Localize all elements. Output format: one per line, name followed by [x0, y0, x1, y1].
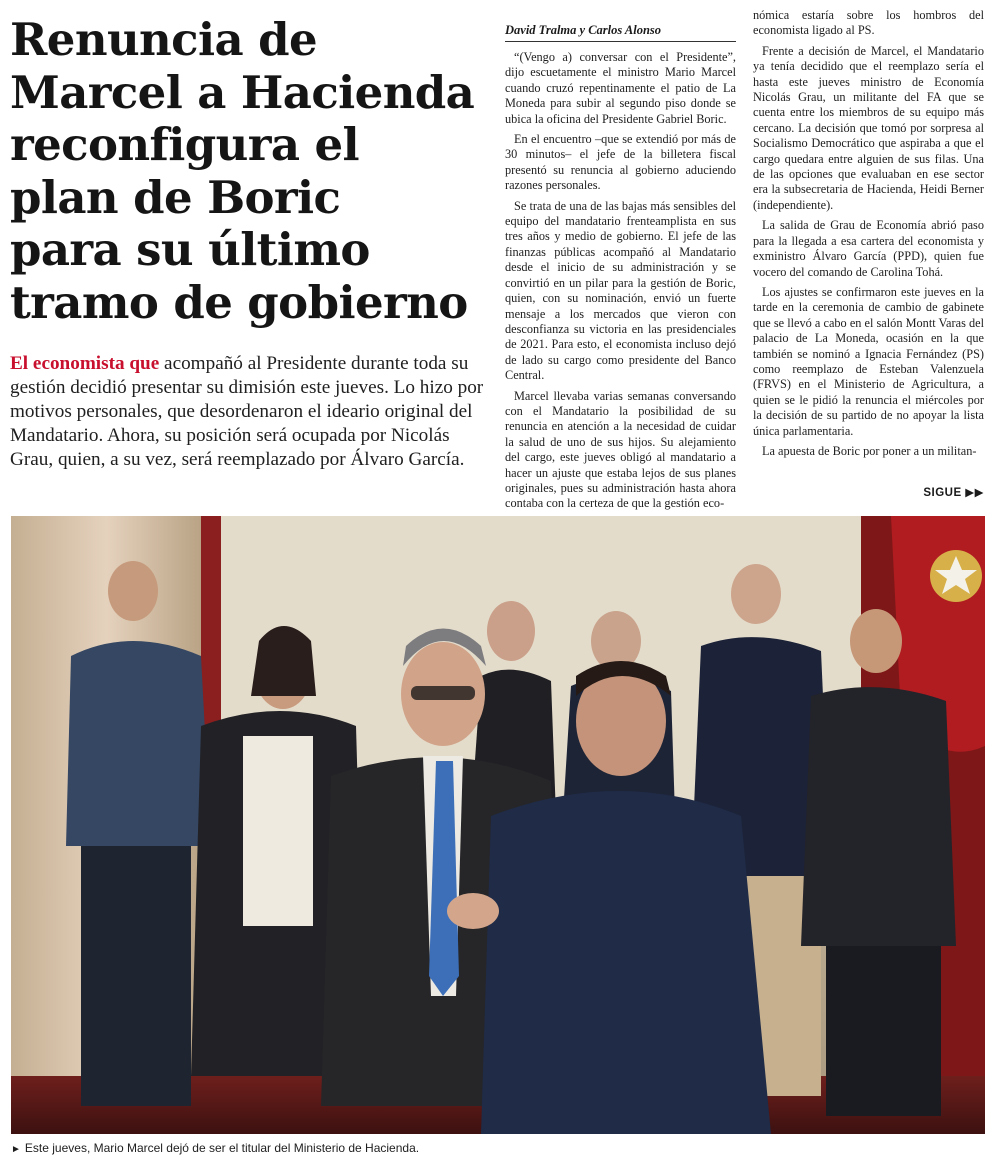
article-paragraph: Marcel llevaba varias semanas conversando con el Mandatario la posibilidad de su renuncia en atención a la necesidad de cuidar la salud de uno de sus hijos. Su alejamiento del cargo, este jueves obligó al mandatario a hacer un ajuste que estaba lejos de sus planes originales, pues su administración hasta ahora contaba con la certeza de que la gestión eco-	[505, 388, 736, 511]
article-paragraph: En el encuentro –que se extendió por más de 30 minutos– el jefe de la billetera fiscal presentó su renuncia al gobierno aduciendo razones personales.	[505, 132, 736, 193]
caption-arrow-icon: ►	[11, 1144, 21, 1155]
headline-line: Marcel a Hacienda	[10, 65, 475, 119]
headline-line: plan de Boric	[10, 170, 341, 224]
article-column-1	[505, 50, 736, 517]
photo-illustration	[11, 516, 985, 1134]
continue-link[interactable]: SIGUE ▶▶	[923, 487, 984, 499]
article-paragraph: “(Vengo a) conversar con el Presidente”, dijo escuetamente el ministro Mario Marcel cuando cruzó repentinamente el patio de La Moneda para subir al segundo piso donde se ubica la oficina del Presidente Gabriel Boric.	[505, 50, 736, 126]
lead-paragraph	[10, 352, 492, 472]
article-paragraph: Frente a decisión de Marcel, el Mandatario ya tenía decidido que el reemplazo sería el hasta este jueves ministro de Economía Nicolás Grau, un militante del FA que se cuenta entre los miembros de su equipo más cercano. La decisión que tomó por sorpresa al Socialismo Democrático que aspiraba a que el cargo quedara entre alguien de sus filas. Una de las opciones que evaluaban en ese sector era la subsecretaria de Hacienda, Heidi Berner (independiente).	[753, 43, 984, 212]
caption-text: Este jueves, Mario Marcel dejó de ser el titular del Ministerio de Hacienda.	[24, 1141, 420, 1155]
headline-line: Renuncia de	[10, 13, 317, 66]
article-paragraph: nómica estaría sobre los hombros del economista ligado al PS.	[753, 8, 984, 38]
article-paragraph: Los ajustes se confirmaron este jueves en la tarde en la ceremonia de cambio de gabinete que se llevó a cabo en el salón Montt Varas del palacio de La Moneda, ocasión en la que también se nominó a Ignacia Fernández (PS) como reemplazo de Esteban Valenzuela (FRVS) en el Ministerio de Agricultura, a quien se le pidió la renuncia el miércoles por la decisión de su partido de no apoyar la lista única parlamentaria.	[753, 284, 984, 438]
article-paragraph: Se trata de una de las bajas más sensibles del equipo del mandatario frenteamplista en sus tres años y medio de gobierno. El jefe de las finanzas públicas acompañó al Mandatario desde el inicio de su administración y se convirtió en un pilar para la gestión de Boric, quien, con su nominación, envió un fuerte mensaje a los mercados que vieron con desconfianza su victoria en las presidenciales de 2021. Para esto, el economista incluso dejó de lado su cargo como presidente del Banco Central.	[505, 198, 736, 383]
article-column-2	[753, 8, 984, 464]
lead-text: acompañó al Presidente durante toda su gestión decidió presentar su dimisión este jueves. Lo hizo por motivos personales, que desordenaron el ideario original del Mandatario. Ahora, su posición será ocupada por Nicolás Grau, quien, a su vez, será reemplazado por Álvaro García.	[10, 353, 484, 470]
article-paragraph: La apuesta de Boric por poner a un militan-	[762, 443, 977, 458]
lead-highlight: El economista que	[10, 353, 160, 374]
headline	[10, 14, 490, 329]
headline-line: tramo de gobierno	[10, 275, 468, 329]
article-paragraph: La salida de Grau de Economía abrió paso para la llegada a esa cartera del economista y exministro Álvaro García (PPD), quien fue vocero del comando de Carolina Tohá.	[753, 218, 984, 279]
news-photo	[11, 516, 985, 1134]
byline: David Tralma y Carlos Alonso	[505, 20, 736, 42]
headline-line: reconfigura el	[10, 118, 359, 171]
headline-line: para su último	[10, 223, 370, 276]
photo-caption	[11, 1140, 985, 1158]
